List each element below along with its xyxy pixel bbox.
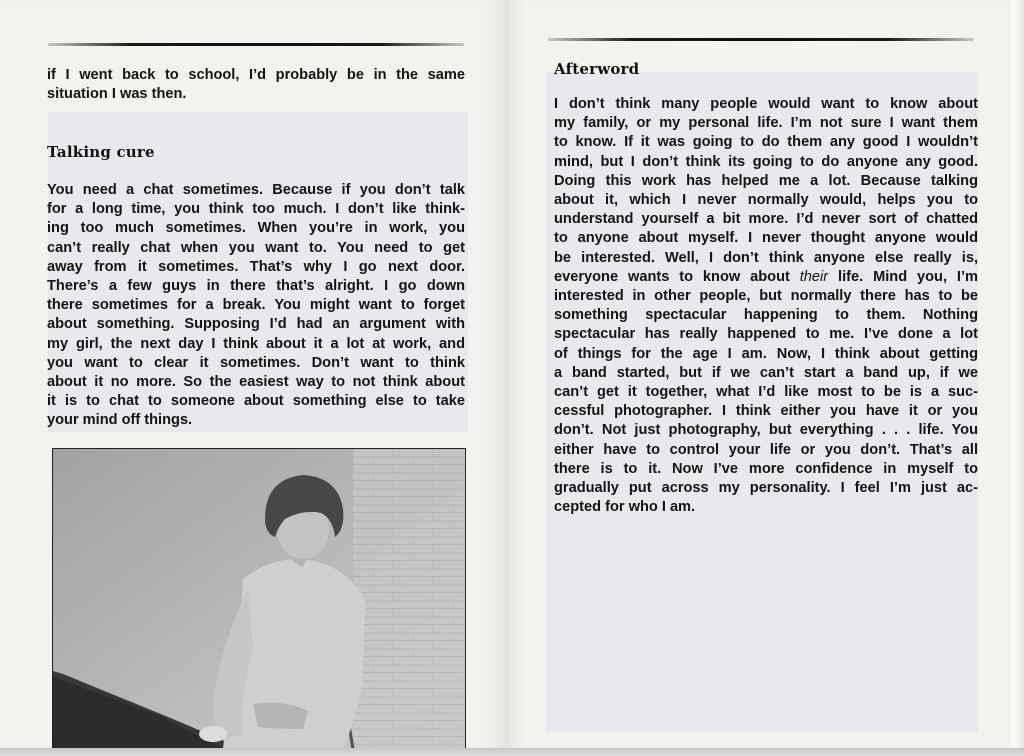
text-line: spectacular has really happened to me. I’ve done a lot [554, 326, 978, 343]
text-line: there sometimes for a break. You might want to forget [47, 297, 465, 314]
text-line: mind, but I don’t think its going to do anyone any good. [554, 153, 978, 170]
text-line: if I went back to school, I’d probably be in the same [47, 67, 465, 83]
text-line: my family, or my personal life. I’m not sure I want them [554, 115, 978, 132]
text-line: I don’t think many people would want to know about [554, 96, 978, 112]
text-line-with-italic [554, 268, 978, 287]
text-line: to know. If it was going to do them any good I wouldn’t [554, 134, 978, 151]
text-line: away from it sometimes. That’s why I go next door. [47, 258, 465, 275]
left-page [0, 0, 508, 748]
text-line: situation I was then. [47, 86, 187, 103]
text-line: for a long time, you think too much. I don’t like think- [47, 201, 465, 218]
top-rule [548, 38, 974, 41]
text-line: You need a chat sometimes. Because if you don’t talk [47, 182, 465, 198]
text-line: ing too much sometimes. When you’re in work, you [47, 220, 465, 237]
text-line: it is to chat to someone about something else to take [47, 393, 465, 410]
text-line: you want to clear it sometimes. Don’t want to think [47, 354, 465, 371]
text-line: interested in other people, but normally there has to be [554, 288, 978, 305]
photo-image [53, 449, 465, 749]
text-line: understand yourself a bit more. I’d never sort of chatted [554, 211, 978, 228]
text-line: cepted for who I am. [554, 499, 696, 516]
text-line: cessful photographer. I think either you have it or you [554, 403, 978, 420]
text-line: of things for the age I am. Now, I think about getting [554, 345, 978, 362]
text-line: there is to it. Now I’ve more confidence in myself to [554, 460, 978, 477]
italic-emphasis: their [799, 268, 829, 285]
scan-bottom-edge [0, 748, 1024, 756]
right-page [508, 0, 1013, 748]
text-line: about it no more. So the easiest way to not think about [47, 374, 465, 391]
text-line: either have to control your life or you don’t. That’s all [554, 441, 978, 458]
section-heading-afterword: Afterword [554, 60, 640, 78]
text-line: gradually put across my personality. I feel I’m just ac- [554, 480, 978, 497]
photo-boy-sitting [52, 448, 466, 750]
text-line: your mind off things. [47, 412, 193, 429]
text-line: about it, which I never normally would, helps you to [554, 192, 978, 209]
text-line: to anyone about myself. I never thought anyone would [554, 230, 978, 247]
text-line: a band started, but if we can’t start a band up, if we [554, 364, 978, 381]
text-line: can’t get it together, what I’d like most to be is a suc- [554, 384, 978, 401]
talking-cure-paragraph [47, 181, 465, 431]
text-line: There’s a few guys in there that’s alright. I go down [47, 278, 465, 295]
top-rule [48, 43, 464, 46]
continuation-text [47, 66, 465, 104]
section-heading-talking-cure: Talking cure [47, 143, 155, 161]
text-line: can’t really chat when you want to. You need to get [47, 239, 465, 256]
text-line: be interested. Well, I don’t think anyone else really is, [554, 249, 978, 266]
text-line: Doing this work has helped me a lot. Because talking [554, 172, 978, 189]
text-run: life. Mind you, I’m [828, 268, 979, 285]
text-line: don’t. Not just photography, but everything . . . life. You [554, 422, 978, 439]
text-run: everyone wants to know about [554, 268, 800, 285]
page-edge [1008, 0, 1024, 748]
text-line: my girl, the next day I think about it a lot at work, and [47, 335, 465, 352]
afterword-paragraph [554, 95, 978, 517]
text-line: something spectacular happening to them. Nothing [554, 307, 978, 324]
text-line: about something. Supposing I’d had an argument with [47, 316, 465, 333]
